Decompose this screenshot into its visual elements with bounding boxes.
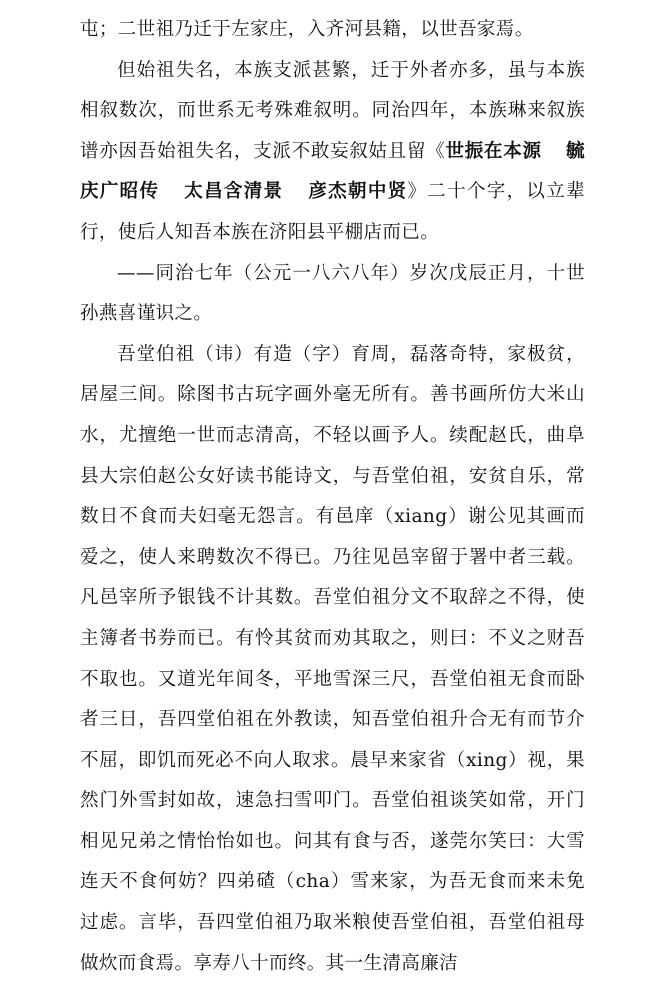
generation-names-1: 世振在本源 bbox=[445, 140, 542, 162]
generation-names-4: 彦杰朝中贤 bbox=[307, 181, 408, 203]
paragraph-4: 吾堂伯祖（讳）有造（字）育周，磊落奇特，家极贫，居屋三间。除图书古玩字画外毫无所有。善书画所仿大米山水，尤擅绝一世而志清高，不轻以画予人。续配赵氏，曲阜县大宗伯赵公女好读书能诗文，与吾堂伯祖，安贫自乐，常数日不食而夫妇毫无怨言。有邑庠（xiang）谢公见其画而爱之，使人来聘数次不得已。乃往见邑宰留于署中者三载。凡邑宰所予银钱不计其数。吾堂伯祖分文不取辞之不得，使主簿者书券而已。有怜其贫而劝其取之，则曰：不义之财吾不取也。又道光年间冬，平地雪深三尺，吾堂伯祖无食而卧者三日，吾四堂伯祖在外教读，知吾堂伯祖升合无有而节介不屈，即饥而死必不向人取求。晨早来家省（xing）视，果然门外雪封如故，速急扫雪叩门。吾堂伯祖谈笑如常，开门相见兄弟之情怡怡如也。问其有食与否，遂莞尔笑曰：大雪连天不食何妨？四弟碴（cha）雪来家，为吾无食而来未免过虑。言毕，吾四堂伯祖乃取米粮使吾堂伯祖，吾堂伯祖母做炊而食焉。享寿八十而终。其一生清高廉洁 bbox=[80, 343, 585, 974]
paragraph-2-text-before: 但始祖失名，本族支派甚繁，迁于外者亦多，虽与本族相叙数次，而世系无考殊难叙明。同治四年，本族琳来叙族谱亦因吾始祖失名，支派不敢妄叙姑且留《 bbox=[80, 59, 585, 162]
generation-names-2: 毓庆广昭传 bbox=[80, 140, 585, 203]
signature-paragraph: ——同治七年（公元一八六八年）岁次戊辰正月，十世孙燕喜谨识之。 bbox=[80, 262, 585, 325]
paragraph-2 bbox=[80, 51, 585, 254]
paragraph-1: 屯；二世祖乃迁于左家庄，入齐河县籍，以世吾家焉。 bbox=[80, 19, 534, 40]
paragraph-2-text-after: 》二十个字，以立辈行，使后人知吾本族在济阳县平棚店而已。 bbox=[80, 181, 585, 243]
generation-names-3: 太昌含清景 bbox=[183, 181, 284, 203]
document-page bbox=[80, 10, 585, 984]
